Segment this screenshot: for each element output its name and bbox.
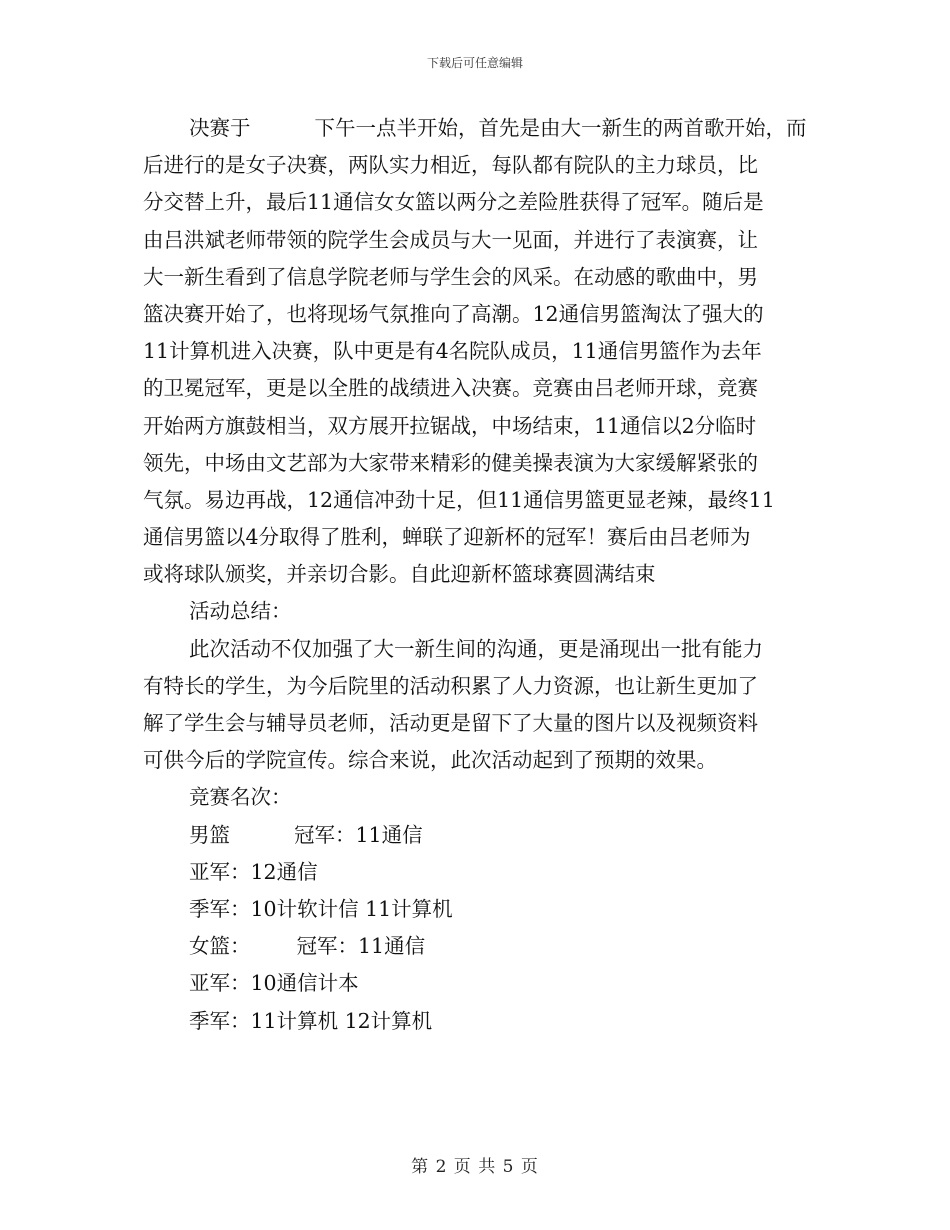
paragraph-line: 后进行的是女子决赛，两队实力相近，每队都有院队的主力球员，比 [143, 153, 758, 178]
final-time-text: 下午一点半开始，首先是由大一新生的两首歌开始，而 [314, 116, 807, 140]
men-label: 男篮 [189, 822, 230, 847]
paragraph-line: 11计算机进入决赛，队中更是有4名院队成员，11通信男篮作为去年 [143, 339, 762, 364]
men-third: 季军：10计软计信 11计算机 [189, 896, 453, 921]
final-time-label: 决赛于 [189, 116, 251, 140]
women-champion: 冠军：11通信 [296, 934, 426, 959]
ranking-women-row [143, 928, 808, 965]
paragraph-line: 分交替上升，最后11通信女女篮以两分之差险胜获得了冠军。随后是 [143, 190, 764, 215]
ranking-heading: 竞赛名次： [189, 785, 292, 810]
document-body [143, 110, 808, 1040]
men-champion: 冠军：11通信 [294, 822, 423, 847]
paragraph-line: 此次活动不仅加强了大一新生间的沟通，更是涌现出一批有能力 [189, 636, 763, 661]
paragraph-line [143, 110, 808, 147]
women-label: 女篮： [189, 934, 251, 959]
paragraph-line: 由吕洪斌老师带领的院学生会成员与大一见面，并进行了表演赛，让 [143, 227, 758, 252]
women-third: 季军：11计算机 12计算机 [189, 1008, 433, 1033]
paragraph-line: 气氛。易边再战，12通信冲劲十足，但11通信男篮更显老辣，最终11 [143, 487, 775, 512]
paragraph-line: 可供今后的学院宣传。综合来说，此次活动起到了预期的效果。 [143, 748, 717, 773]
women-runner-up: 亚军：10通信计本 [189, 971, 359, 996]
paragraph-line: 大一新生看到了信息学院老师与学生会的风采。在动感的歌曲中，男 [143, 264, 758, 289]
paragraph-line: 解了学生会与辅导员老师，活动更是留下了大量的图片以及视频资料 [143, 711, 758, 735]
page-number: 第 2 页 共 5 页 [411, 1157, 539, 1177]
paragraph-line: 或将球队颁奖，并亲切合影。自此迎新杯篮球赛圆满结束 [143, 562, 656, 587]
page-header-note: 下载后可任意编辑 [426, 56, 523, 70]
paragraph-line: 领先，中场由文艺部为大家带来精彩的健美操表演为大家缓解紧张的 [143, 450, 758, 475]
ranking-men-row [143, 817, 808, 854]
paragraph-line: 的卫冕冠军，更是以全胜的战绩进入决赛。竞赛由吕老师开球，竞赛 [143, 376, 758, 401]
men-runner-up: 亚军：12通信 [189, 859, 318, 884]
paragraph-line: 开始两方旗鼓相当，双方展开拉锯战，中场结束，11通信以2分临时 [143, 413, 757, 438]
summary-heading: 活动总结： [189, 599, 292, 624]
paragraph-line: 有特长的学生，为今后院里的活动积累了人力资源，也让新生更加了 [143, 673, 758, 698]
paragraph-line: 通信男篮以4分取得了胜利，蝉联了迎新杯的冠军！赛后由吕老师为 [143, 525, 751, 550]
paragraph-line: 篮决赛开始了，也将现场气氛推向了高潮。12通信男篮淘汰了强大的 [143, 301, 764, 326]
